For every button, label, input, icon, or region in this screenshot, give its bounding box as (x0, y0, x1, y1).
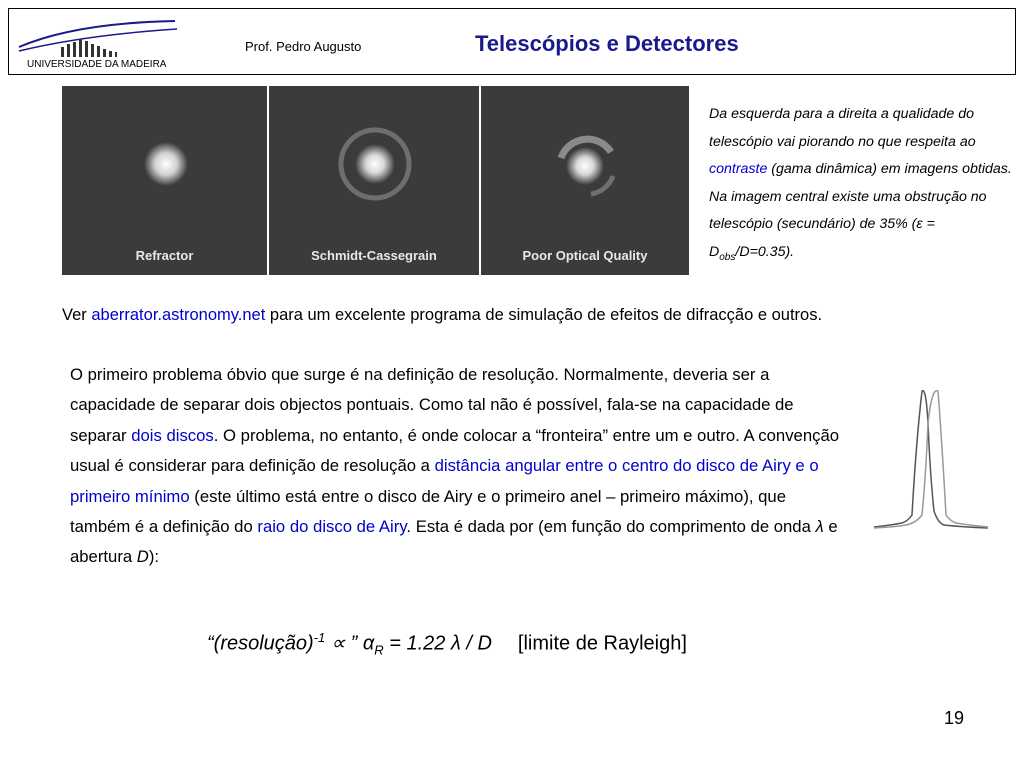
poor-optical-quality-image (481, 86, 689, 275)
formula-lhs: “(resolução) (207, 632, 314, 655)
epsilon-symbol: ε (916, 216, 923, 233)
airy-disk-figure (62, 86, 689, 275)
para-text-2: . O problema, no entanto, é onde colocar a “fronteira” entre um e outro. A convenção usual é considerar para definição de resolução a (70, 425, 840, 476)
page-number: 19 (944, 708, 965, 728)
lambda-symbol: λ (815, 517, 824, 537)
label-schmidt-cassegrain: Schmidt-Cassegrain (311, 248, 437, 263)
schmidt-cassegrain-image (269, 86, 479, 275)
rayleigh-limit-note: [limite de Rayleigh] (517, 632, 687, 655)
para-text-4: . Esta é dada por (em função do comprimento de onda (406, 517, 816, 537)
formula-exponent: -1 (313, 630, 326, 645)
dois-discos-link[interactable]: dois discos (131, 425, 214, 445)
university-name: UNIVERSIDADE DA MADEIRA (27, 59, 167, 70)
caption-subscript: obs (719, 251, 736, 263)
airy-radius-link[interactable]: raio do disco de Airy (257, 517, 407, 537)
figure-caption (709, 101, 1019, 271)
formula-subscript: R (374, 642, 384, 658)
para-text-3: (este último está entre o disco de Airy e o primeiro anel – primeiro máximo), que também é a definição do (70, 486, 786, 537)
label-poor-optical-quality: Poor Optical Quality (522, 248, 648, 263)
formula-rhs: = 1.22 λ / D (383, 632, 492, 655)
formula-alpha: α (362, 632, 375, 655)
caption-text-2: (gama dinâmica) em imagens obtidas. Na imagem central existe uma obstrução no telescópio (secundário) de 35% ( (709, 161, 1012, 233)
caption-text-1: Da esquerda para a direita a qualidade do telescópio vai piorando no que respeita ao (709, 106, 976, 150)
slide-title: Telescópios e Detectores (475, 31, 739, 56)
aberrator-link[interactable]: aberrator.astronomy.net (91, 306, 266, 324)
caption-eq: = D (709, 216, 935, 260)
para-text-6: ): (148, 547, 160, 567)
formula-proportional: ∝ ” (325, 632, 363, 655)
reference-line (62, 306, 822, 325)
para-text-5: e abertura (70, 517, 838, 567)
angular-distance-link[interactable]: distância angular entre o centro do disco de Airy e o primeiro mínimo (70, 456, 819, 506)
label-refractor: Refractor (135, 248, 194, 263)
rayleigh-formula (207, 630, 687, 658)
diffraction-profile-plot (872, 383, 990, 533)
ver-prefix: Ver (62, 306, 92, 324)
refractor-image (62, 86, 267, 275)
caption-tail: /D=0.35). (735, 243, 795, 260)
slide-header (8, 8, 1016, 75)
ver-suffix: para um excelente programa de simulação de efeitos de difracção e outros. (265, 306, 823, 324)
resolution-paragraph (70, 360, 850, 573)
para-text-1: O primeiro problema óbvio que surge é na definição de resolução. Normalmente, deveria ser a capacidade de separar dois objectos pontuais. Como tal não é possível, fala-se na capacidade de separar (70, 365, 794, 445)
author-name: Prof. Pedro Augusto (245, 39, 362, 54)
aperture-symbol: D (136, 547, 149, 567)
contraste-link[interactable]: contraste (709, 161, 768, 178)
